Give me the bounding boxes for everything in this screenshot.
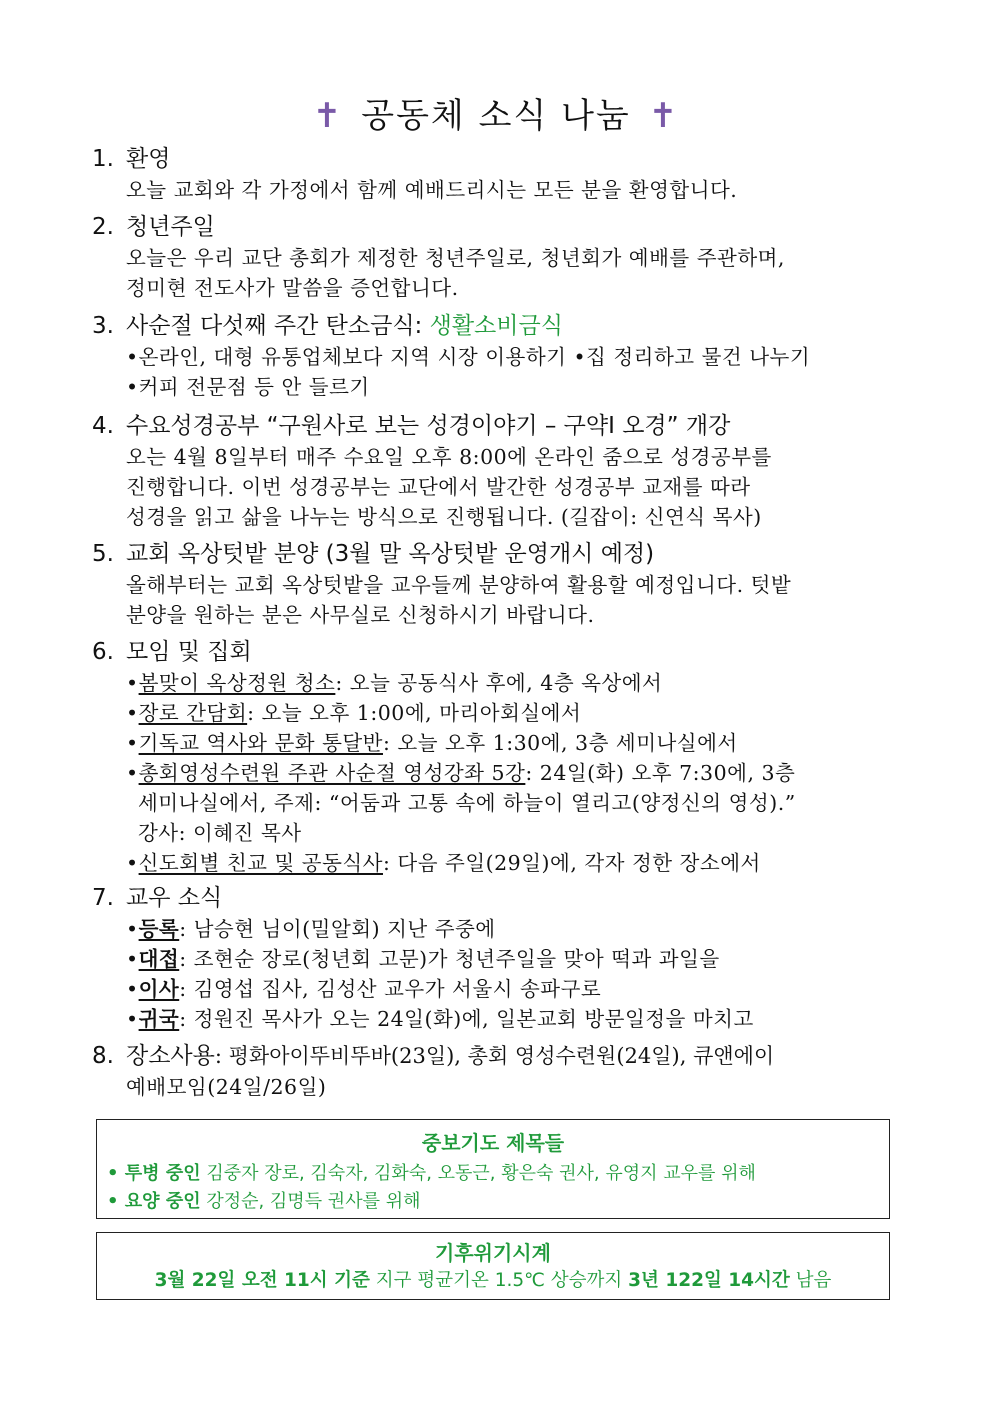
section-space-use: 8. 장소사용: 평화아이뚜비뚜바(23일), 총회 영성수련원(24일), 큐앤에이 예배모임(24일/26일) — [92, 1040, 902, 1102]
paragraph-line: 정미현 전도사가 말씀을 증언합니다. — [126, 276, 459, 300]
climate-box-title: 기후위기시계 — [435, 1241, 551, 1265]
section-heading: 수요성경공부 “구원사로 보는 성경이야기 – 구약Ⅰ 오경” 개강 — [126, 413, 731, 439]
cross-icon: ✝ — [312, 96, 344, 136]
prayer-box-title: 중보기도 제목들 — [421, 1131, 565, 1155]
list-item: •이사: 김영섭 집사, 김성산 교우가 서울시 송파구로 — [126, 977, 602, 1001]
paragraph-line: 올해부터는 교회 옥상텃밭을 교우들께 분양하여 활용할 예정입니다. 텃밭 — [126, 573, 792, 597]
climate-clock-box — [96, 1232, 890, 1300]
list-item: •기독교 역사와 문화 통달반: 오늘 오후 1:30에, 3층 세미나실에서 — [126, 731, 738, 755]
page-title: ✝ 공동체 소식 나눔 ✝ — [312, 96, 680, 136]
list-item: •대접: 조현순 장로(청년회 고문)가 청년주일을 맞아 떡과 과일을 — [126, 947, 720, 971]
list-item: •귀국: 정원진 목사가 오는 24일(화)에, 일본교회 방문일정을 마치고 — [126, 1007, 754, 1031]
paragraph-line: •커피 전문점 등 안 들르기 — [126, 375, 370, 399]
paragraph-line: 분양을 원하는 분은 사무실로 신청하시기 바랍니다. — [126, 603, 595, 627]
list-item: •등록: 남승현 님이(밀알회) 지난 주중에 — [126, 917, 496, 941]
section-heading: 사순절 다섯째 주간 탄소금식: — [126, 313, 430, 339]
section-carbon-fast: 3. 사순절 다섯째 주간 탄소금식: 생활소비금식 •온라인, 대형 유통업체보다 지역 시장 이용하기 •집 정리하고 물건 나누기 •커피 전문점 등 안 들르기 — [92, 310, 902, 402]
section-heading: 장소사용 — [126, 1043, 215, 1069]
section-rooftop-garden: 5. 교회 옥상텃밭 분양 (3월 말 옥상텃밭 운영개시 예정) 올해부터는 교회 옥상텃밭을 교우들께 분양하여 활용할 예정입니다. 텃밭 분양을 원하는 분은 사무실로 신청하시기 바랍니다. — [92, 538, 902, 630]
list-item-continued: 세미나실에서, 주제: “어둠과 고통 속에 하늘이 열리고(양정신의 영성).” — [138, 791, 796, 815]
section-meetings: 6. 모임 및 집회 •봄맞이 옥상정원 청소: 오늘 공동식사 후에, 4층 옥상에서 •장로 간담회: 오늘 오후 1:00에, 마리아회실에서 •기독교 역사와 문화 통달반: 오늘 오후 1:30에, 3층 세미나실에서 •총회영성수련원 주관 사순절 영성강좌 5강: 24일(화) 오후 7:30에, 3층 세미나실에서, 주제: “어둠과 고통 속에 하늘이 열리고(양정신의 영성).” 강사: 이혜진 목사 •신도회별 친교 및 공동식사: 다음 주일(29일)에, 각자 정한 장소에서 — [92, 636, 902, 878]
section-youth-sunday: 2. 청년주일 오늘은 우리 교단 총회가 제정한 청년주일로, 청년회가 예배를 주관하며, 정미현 전도사가 말씀을 증언합니다. — [92, 211, 902, 303]
list-item: •봄맞이 옥상정원 청소: 오늘 공동식사 후에, 4층 옥상에서 — [126, 671, 663, 695]
list-item-continued: 강사: 이혜진 목사 — [138, 821, 302, 845]
section-welcome: 1. 환영 오늘 교회와 각 가정에서 함께 예배드리시는 모든 분을 환영합니다. — [92, 143, 902, 205]
paragraph-line: 성경을 읽고 삶을 나누는 방식으로 진행됩니다. (길잡이: 신연식 목사) — [126, 505, 762, 529]
section-bible-study: 4. 수요성경공부 “구원사로 보는 성경이야기 – 구약Ⅰ 오경” 개강 오는 4월 8일부터 매주 수요일 오후 8:00에 온라인 줌으로 성경공부를 진행합니다. 이번 성경공부는 교단에서 발간한 성경공부 교재를 따라 성경을 읽고 삶을 나누는 방식으로 진행됩니다. (길잡이: 신연식 목사) — [92, 410, 902, 532]
climate-countdown: 3월 22일 오전 11시 기준 지구 평균기온 1.5℃ 상승까지 3년 122일 14시간 남음 — [154, 1270, 832, 1291]
paragraph-line: •온라인, 대형 유통업체보다 지역 시장 이용하기 •집 정리하고 물건 나누기 — [126, 345, 811, 369]
section-member-news: 7. 교우 소식 •등록: 남승현 님이(밀알회) 지난 주중에 •대접: 조현순 장로(청년회 고문)가 청년주일을 맞아 떡과 과일을 •이사: 김영섭 집사, 김성산 교우가 서울시 송파구로 •귀국: 정원진 목사가 오는 24일(화)에, 일본교회 방문일정을 마치고 — [92, 882, 902, 1034]
list-item: •총회영성수련원 주관 사순절 영성강좌 5강: 24일(화) 오후 7:30에, 3층 — [126, 761, 796, 785]
paragraph-line: 진행합니다. 이번 성경공부는 교단에서 발간한 성경공부 교재를 따라 — [126, 475, 751, 499]
section-heading: 환영 — [126, 146, 171, 172]
paragraph-line: 오는 4월 8일부터 매주 수요일 오후 8:00에 온라인 줌으로 성경공부를 — [126, 445, 772, 469]
cross-icon: ✝ — [648, 96, 680, 136]
prayer-row: • 투병 중인 김중자 장로, 김숙자, 김화숙, 오동근, 황은숙 권사, 유영지 교우를 위해 — [107, 1163, 756, 1184]
list-item: •장로 간담회: 오늘 오후 1:00에, 마리아회실에서 — [126, 701, 582, 725]
paragraph-line: 예배모임(24일/26일) — [126, 1075, 327, 1099]
section-heading: 교회 옥상텃밭 분양 (3월 말 옥상텃밭 운영개시 예정) — [126, 541, 655, 567]
paragraph-line: 오늘은 우리 교단 총회가 제정한 청년주일로, 청년회가 예배를 주관하며, — [126, 246, 785, 270]
paragraph-line: 오늘 교회와 각 가정에서 함께 예배드리시는 모든 분을 환영합니다. — [126, 178, 738, 202]
prayer-row: • 요양 중인 강정순, 김명득 권사를 위해 — [107, 1191, 421, 1212]
section-heading: 청년주일 — [126, 214, 215, 240]
section-heading: 모임 및 집회 — [126, 639, 252, 665]
section-heading: 교우 소식 — [126, 885, 223, 911]
list-item: •신도회별 친교 및 공동식사: 다음 주일(29일)에, 각자 정한 장소에서 — [126, 851, 761, 875]
section-heading-highlight: 생활소비금식 — [429, 313, 563, 339]
prayer-requests-box — [96, 1119, 890, 1219]
